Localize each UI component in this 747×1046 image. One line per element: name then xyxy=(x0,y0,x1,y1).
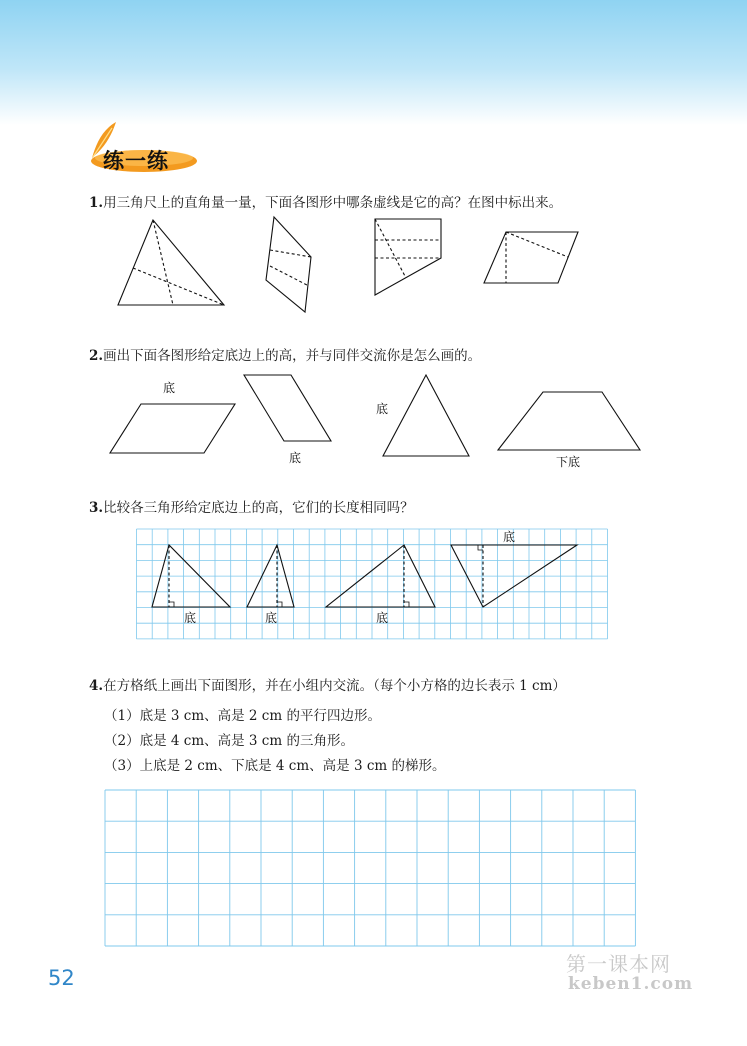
q1-rhombus xyxy=(484,232,578,283)
question-3 xyxy=(89,496,414,516)
watermark-url: keben1.com xyxy=(568,974,694,994)
question-4-item-2: （2）底是 4 cm、高是 3 cm 的三角形。 xyxy=(104,733,354,749)
q2-parallelogram-2 xyxy=(244,375,331,441)
q3-base-label-4: 底 xyxy=(503,530,516,544)
question-1-number: 1. xyxy=(89,195,104,211)
q2-triangle xyxy=(383,375,469,456)
watermark-title: 第一课本网 xyxy=(566,952,671,976)
question-2 xyxy=(89,344,481,364)
question-3-number: 3. xyxy=(89,500,104,516)
q3-base-label-3: 底 xyxy=(376,611,389,625)
q1-triangle xyxy=(118,220,224,305)
question-4-text: 在方格纸上画出下面图形，并在小组内交流。（每个小方格的边长表示 1 cm） xyxy=(103,678,566,694)
q2-base-label-4: 下底 xyxy=(556,455,581,469)
page-number: 52 xyxy=(48,966,75,990)
question-2-number: 2. xyxy=(89,348,104,364)
q4-answer-grid xyxy=(105,790,635,946)
question-1-text: 用三角尺上的直角量一量，下面各图形中哪条虚线是它的高？在图中标出来。 xyxy=(103,195,563,211)
q3-base-label-2: 底 xyxy=(265,611,278,625)
q2-parallelogram-1 xyxy=(110,404,235,453)
q2-trapezoid xyxy=(498,392,640,450)
q1-trapezoid xyxy=(375,219,441,295)
q1-parallelogram xyxy=(266,217,311,312)
question-2-text: 画出下面各图形给定底边上的高，并与同伴交流你是怎么画的。 xyxy=(103,348,482,364)
question-4-item-3: （3）上底是 2 cm、下底是 4 cm、高是 3 cm 的梯形。 xyxy=(104,758,446,774)
section-title: 练一练 xyxy=(103,149,169,173)
question-4 xyxy=(89,674,566,694)
q2-base-label-1: 底 xyxy=(163,381,176,395)
question-3-text: 比较各三角形给定底边上的高，它们的长度相同吗？ xyxy=(103,500,414,516)
q2-base-label-2: 底 xyxy=(289,451,302,465)
question-4-number: 4. xyxy=(89,678,104,694)
q2-base-label-3: 底 xyxy=(376,402,389,416)
q3-base-label-1: 底 xyxy=(184,611,197,625)
question-4-item-1: （1）底是 3 cm、高是 2 cm 的平行四边形。 xyxy=(104,708,381,724)
